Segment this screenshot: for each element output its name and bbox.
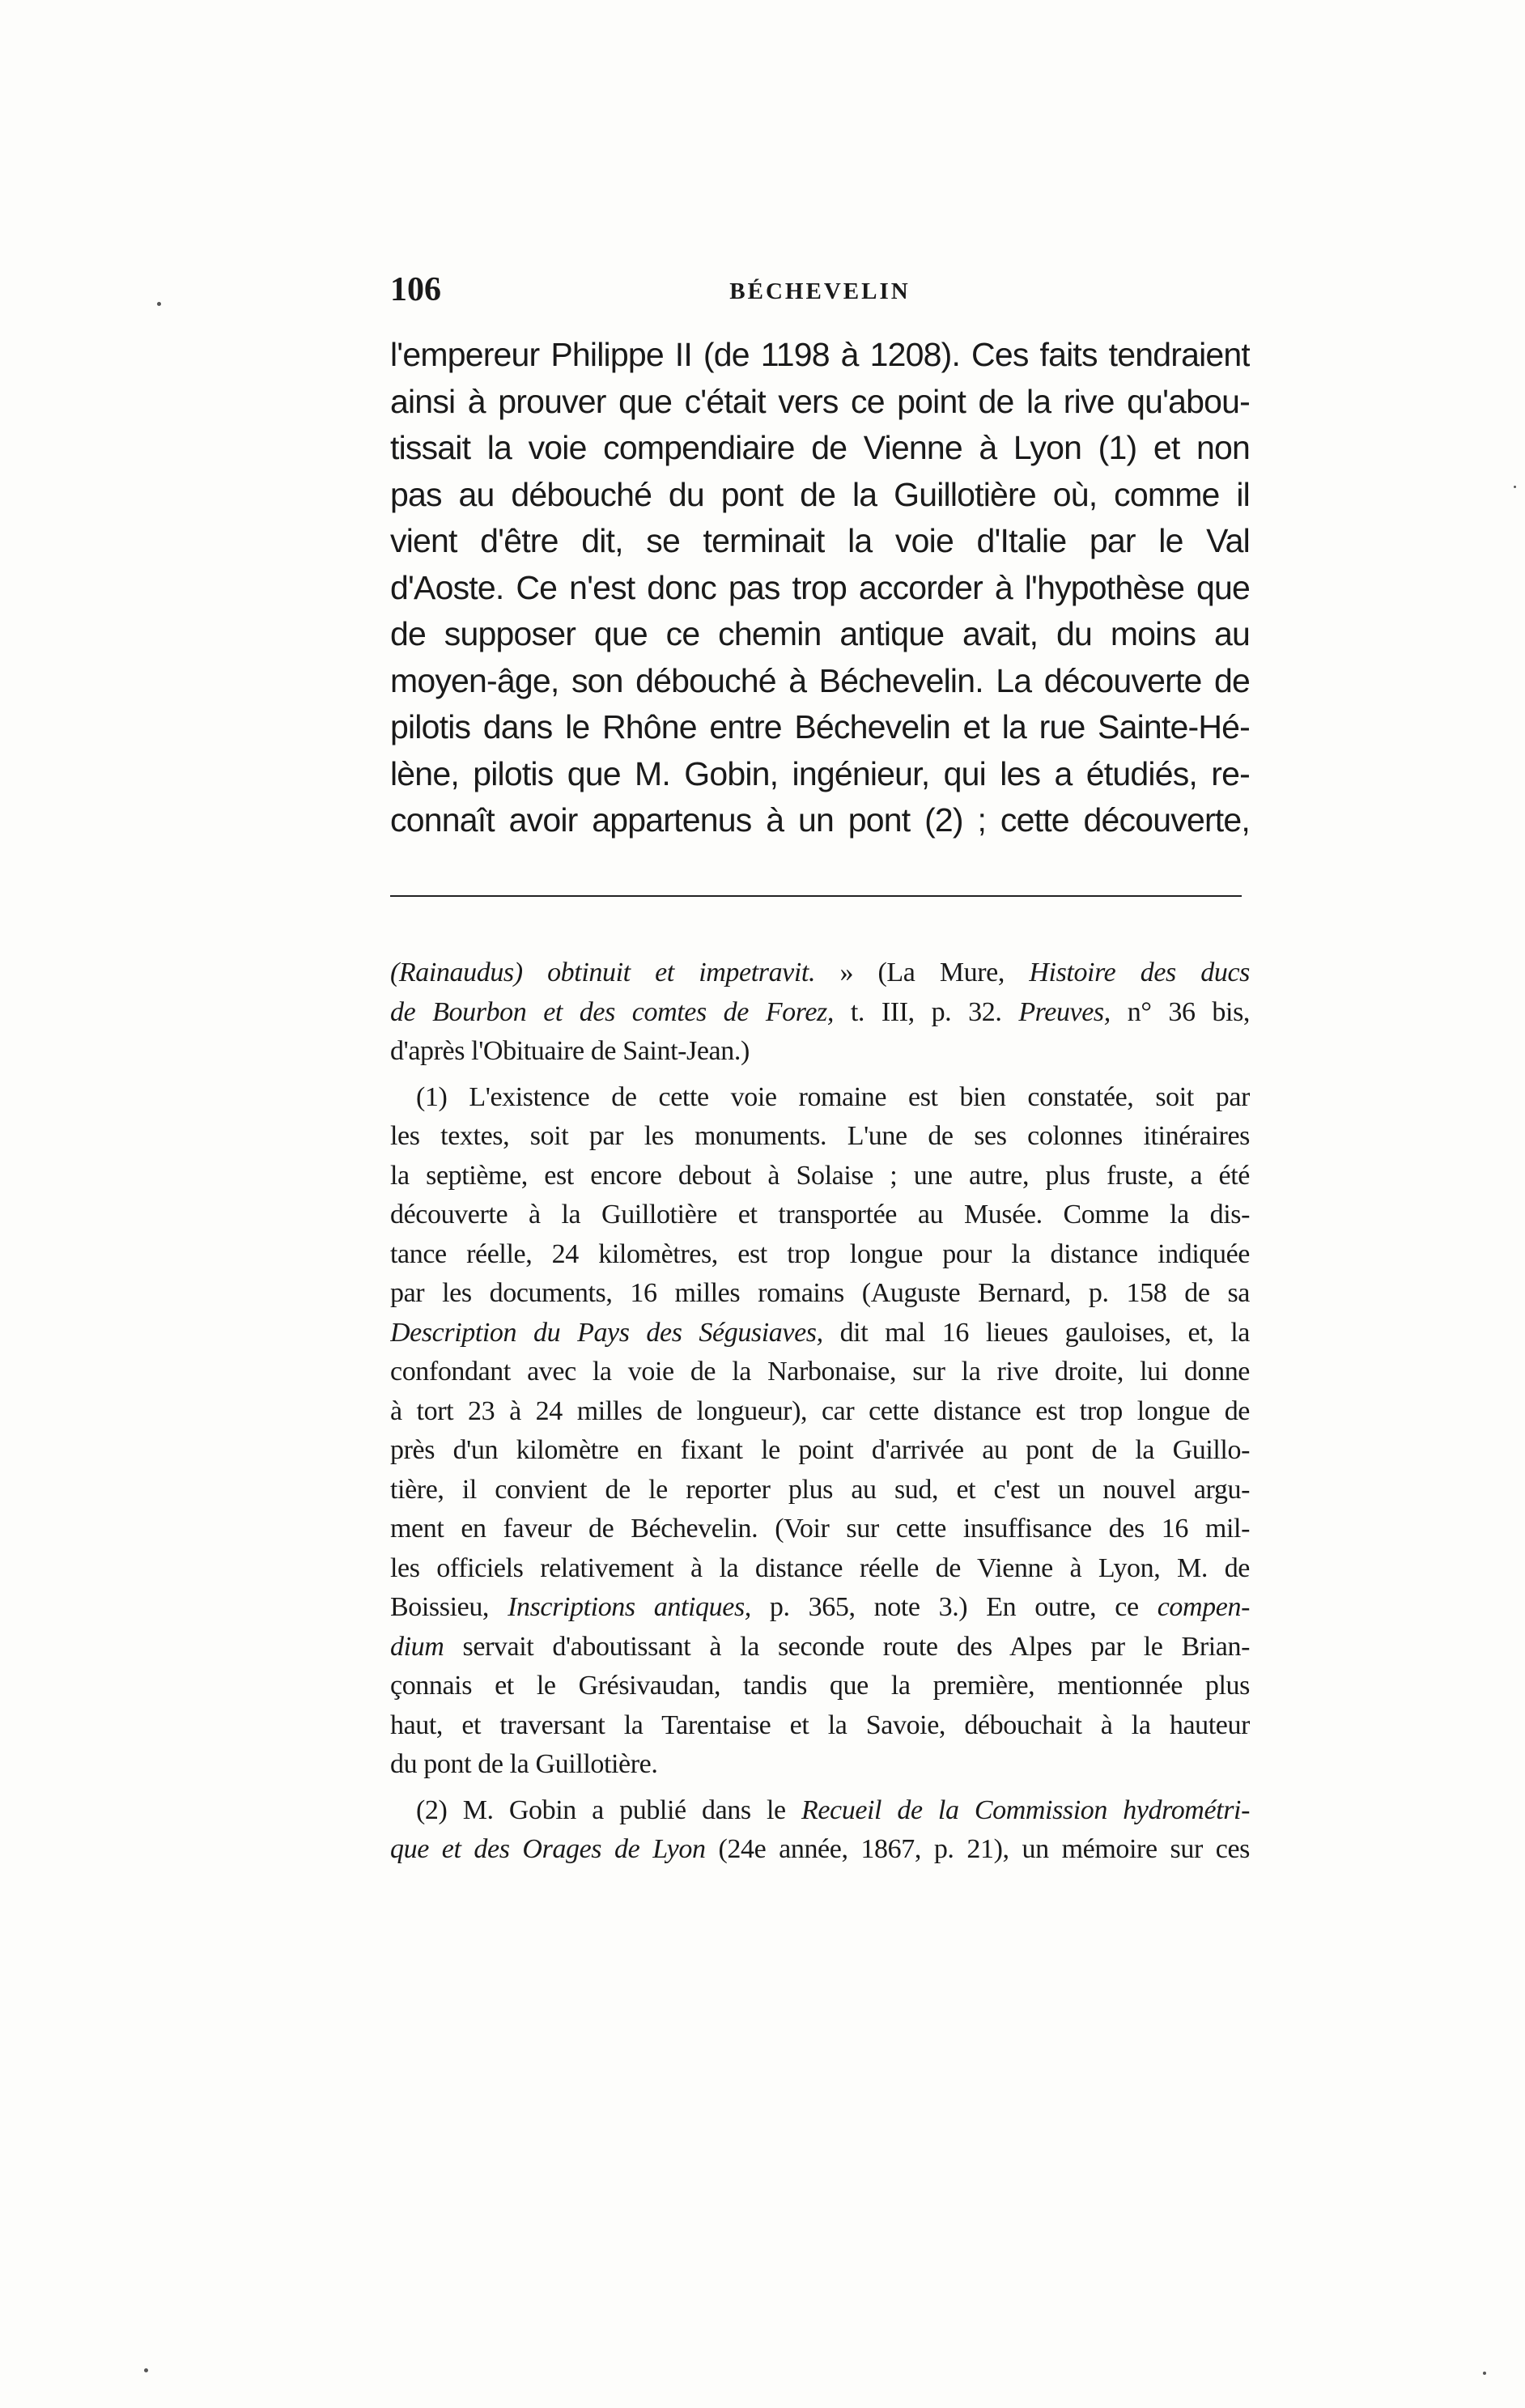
text-run: p. 365, note 3.) En outre, ce [750, 1592, 1158, 1622]
footnote-line: la septième, est encore debout à Solaise ; une autre, plus fruste, a été [390, 1160, 1250, 1191]
page-header [390, 270, 1250, 319]
footnote-line: près d'un kilomètre en fixant le point d'arrivée au pont de la Guillo- [390, 1435, 1250, 1465]
footnote-line [390, 1314, 1250, 1353]
footnote-line: tance réelle, 24 kilomètres, est trop longue pour la distance indiquée [390, 1238, 1250, 1269]
italic-text: Preuves, [1018, 996, 1111, 1027]
italic-text: Description du Pays des Ségusiaves, [390, 1317, 823, 1348]
text-run: dit mal 16 lieues gauloises, et, la [822, 1317, 1250, 1348]
footnote-line: d'après l'Obituaire de Saint-Jean.) [390, 1036, 750, 1066]
footnote-line: par les documents, 16 milles romains (Auguste Bernard, p. 158 de sa [390, 1278, 1250, 1308]
text-run: (2) M. Gobin a publié dans le [416, 1794, 801, 1825]
italic-text: de Bourbon et des comtes de Forez, [390, 996, 834, 1027]
footnote-divider [390, 895, 1242, 897]
text-line: pilotis dans le Rhône entre Béchevelin et la rue Sainte-Hé- [390, 708, 1250, 745]
text-line: l'empereur Philippe II (de 1198 à 1208). Ces faits tendraient [390, 336, 1250, 373]
text-run: (24e année, 1867, p. 21), un mémoire sur ces [705, 1834, 1250, 1864]
text-line: d'Aoste. Ce n'est donc pas trop accorder à l'hypothèse que [390, 568, 1250, 606]
footnote-line [390, 1628, 1250, 1667]
footnote-line: haut, et traversant la Tarentaise et la Savoie, débouchait à la hauteur [390, 1709, 1250, 1740]
footnotes [390, 953, 1250, 1870]
italic-text: Inscriptions antiques, [508, 1592, 751, 1622]
footnote-line: ment en faveur de Béchevelin. (Voir sur cette insuffisance des 16 mil- [390, 1514, 1250, 1544]
text-line: pas au débouché du pont de la Guillotière où, comme il [390, 475, 1250, 513]
footnote-line: découverte à la Guillotière et transportée au Musée. Comme la dis- [390, 1200, 1250, 1229]
footnote-line: à tort 23 à 24 milles de longueur), car cette distance est trop longue de [390, 1395, 1250, 1426]
italic-text: compen- [1157, 1592, 1250, 1622]
text-line: tissait la voie compendiaire de Vienne à Lyon (1) et non [390, 429, 1250, 466]
main-text [390, 332, 1250, 844]
footnote-line [390, 953, 1250, 993]
paragraph-gap [390, 1785, 1250, 1791]
scan-speck [144, 2368, 148, 2372]
footnote-line: les textes, soit par les monuments. L'une de ses colonnes itinéraires [390, 1121, 1250, 1151]
italic-text: dium [390, 1631, 444, 1662]
footnote-line [390, 993, 1250, 1033]
text-run: » (La Mure, [815, 958, 1030, 987]
footnote-line [390, 1830, 1250, 1870]
footnote-line [390, 1588, 1250, 1628]
italic-text: Recueil de la Commission hydrométri- [801, 1794, 1250, 1825]
text-line: connaît avoir appartenus à un pont (2) ; cette découverte, [390, 801, 1250, 839]
text-line: ainsi à prouver que c'était vers ce point de la rive qu'abou- [390, 382, 1250, 420]
scan-speck [1483, 2372, 1486, 2375]
text-line: moyen-âge, son débouché à Béchevelin. La découverte de [390, 661, 1250, 699]
footnote-line: les officiels relativement à la distance réelle de Vienne à Lyon, M. de [390, 1552, 1250, 1583]
footnote-line [390, 1791, 1250, 1831]
text-line: lène, pilotis que M. Gobin, ingénieur, qui les a étudiés, re- [390, 754, 1250, 792]
text-line: de supposer que ce chemin antique avait, du moins au [390, 615, 1250, 652]
footnote-line: confondant avec la voie de la Narbonaise, sur la rive droite, lui donne [390, 1357, 1250, 1387]
text-line: vient d'être dit, se terminait la voie d'Italie par le Val [390, 522, 1250, 559]
paragraph-gap [390, 1072, 1250, 1078]
running-title: BÉCHEVELIN [729, 278, 911, 304]
scan-speck [157, 302, 161, 306]
italic-text: Histoire des ducs [1029, 958, 1250, 987]
footnote-line: tière, il convient de le reporter plus au sud, et c'est un nouvel argu- [390, 1474, 1250, 1505]
page-number: 106 [390, 271, 441, 308]
footnote-line: (1) L'existence de cette voie romaine est bien constatée, soit par [416, 1081, 1250, 1112]
text-run: t. III, p. 32. [833, 996, 1019, 1027]
italic-text: (Rainaudus) obtinuit et impetravit. [390, 958, 816, 987]
footnote-line: du pont de la Guillotière. [390, 1749, 658, 1779]
text-run: Boissieu, [390, 1592, 508, 1622]
text-run: n° 36 bis, [1110, 996, 1250, 1027]
scan-speck [1514, 486, 1516, 488]
text-run: servait d'aboutissant à la seconde route des Alpes par le Brian- [444, 1631, 1250, 1662]
footnote-line: çonnais et le Grésivaudan, tandis que la première, mentionnée plus [390, 1671, 1250, 1701]
italic-text: que et des Orages de Lyon [390, 1834, 706, 1864]
